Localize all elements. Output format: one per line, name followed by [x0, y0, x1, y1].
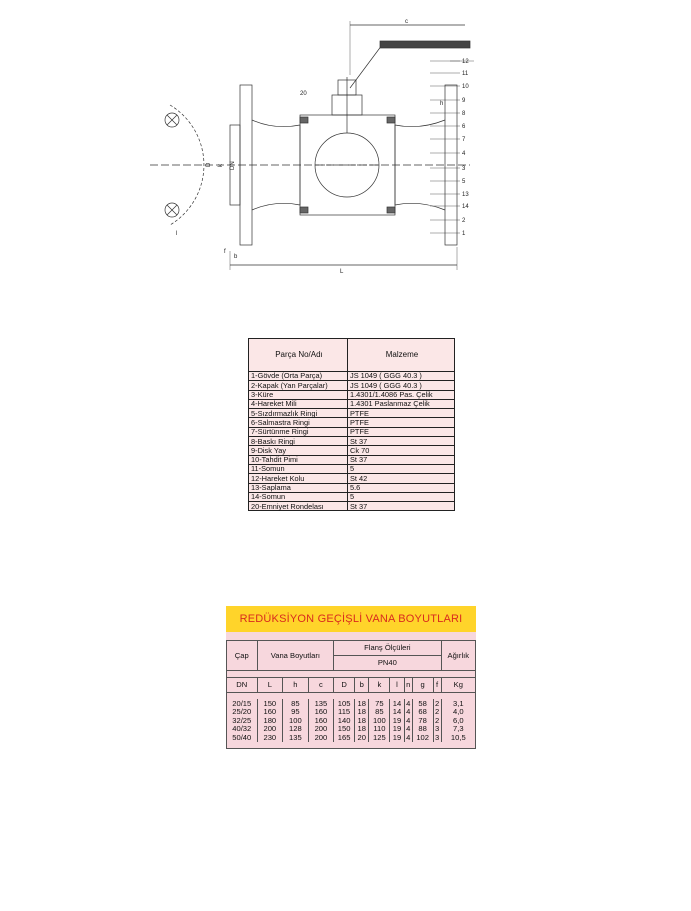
dimension-cell: 78: [412, 716, 433, 725]
dimension-cell: 19: [390, 725, 404, 734]
dimension-cell: 140: [334, 716, 355, 725]
dim-D-label: D: [206, 162, 212, 167]
parts-header-material: Malzeme: [348, 339, 455, 372]
part-name: 7-Sürtünme Ringi: [249, 427, 348, 436]
dimension-cell: 4,0: [441, 708, 475, 717]
dimension-cell: 18: [355, 725, 369, 734]
part-material: JS 1049 ( GGG 40.3 ): [348, 381, 455, 390]
dimension-cell: 32/25: [227, 716, 258, 725]
dimension-cell: 200: [308, 725, 334, 734]
unit-header: f: [433, 678, 441, 693]
dimension-cell: 4: [406, 707, 411, 717]
part-name: 2-Kapak (Yan Parçalar): [249, 381, 348, 390]
dimension-cell: 230: [257, 733, 283, 742]
dimension-cell: 18: [355, 716, 369, 725]
dimension-cell: 58: [412, 699, 433, 708]
callout-8: 8: [462, 111, 466, 117]
callout-6: 6: [462, 124, 466, 130]
dimension-cell: 4: [406, 732, 411, 742]
dimension-cell: 165: [334, 733, 355, 742]
dim-k-label: k: [218, 164, 224, 167]
part-material: 1.4301 Paslanmaz Çelik: [348, 399, 455, 408]
part-material: PTFE: [348, 427, 455, 436]
dimension-cell: 105: [334, 699, 355, 708]
dimension-cell: 160: [308, 716, 334, 725]
dimension-cell: 102: [412, 733, 433, 742]
dimension-cell: 2: [434, 707, 440, 717]
dim-b-label: b: [234, 254, 238, 260]
callout-5: 5: [462, 179, 466, 185]
dimension-cell: 135: [308, 699, 334, 708]
parts-row: [249, 437, 455, 446]
dimension-cell: 100: [369, 716, 390, 725]
callout-13: 13: [462, 192, 469, 198]
dimension-cell: 14: [390, 708, 404, 717]
dimension-cell: 6,0: [441, 716, 475, 725]
callout-10: 10: [462, 84, 469, 90]
parts-row: [249, 427, 455, 436]
handle-grip: [380, 41, 470, 48]
parts-row: [249, 483, 455, 492]
dimension-cell: 115: [334, 708, 355, 717]
unit-header: L: [257, 678, 283, 693]
col-flans-olculeri: Flanş Ölçüleri: [334, 641, 441, 656]
dimension-cell: 160: [308, 708, 334, 717]
unit-header: g: [412, 678, 433, 693]
dimension-cell: 85: [369, 708, 390, 717]
callout-11: 11: [462, 71, 469, 77]
parts-row: [249, 474, 455, 483]
dimension-cell: 20/15: [227, 699, 258, 708]
unit-header: h: [283, 678, 309, 693]
dimension-cell: 2: [434, 698, 440, 708]
callout-4: 4: [462, 151, 466, 157]
part-material: St 37: [348, 437, 455, 446]
part-name: 14-Somun: [249, 492, 348, 501]
callout-20: 20: [300, 91, 307, 97]
dim-f-label: f: [224, 249, 226, 255]
unit-header: Kg: [441, 678, 475, 693]
dimension-cell: 10,5: [441, 733, 475, 742]
dimension-cell: 4: [406, 724, 411, 734]
part-name: 3-Küre: [249, 390, 348, 399]
dimension-cell: 18: [355, 699, 369, 708]
dimension-cell: 85: [283, 699, 309, 708]
dimension-cell: 18: [355, 708, 369, 717]
part-name: 10-Tahdit Pimi: [249, 455, 348, 464]
callout-2: 2: [462, 218, 466, 224]
dimension-cell: 4: [406, 715, 411, 725]
dimensions-table-block: [226, 606, 476, 749]
part-name: 20-Emniyet Rondelası: [249, 502, 348, 511]
col-pn40: PN40: [334, 656, 441, 671]
callout-1: 1: [462, 231, 466, 237]
dimension-cell: 25/20: [227, 708, 258, 717]
parts-row: [249, 455, 455, 464]
col-vana-boyutlari: Vana Boyutları: [257, 641, 334, 671]
dimension-cell: 14: [390, 699, 404, 708]
unit-header: b: [355, 678, 369, 693]
dim-c-label: c: [405, 19, 408, 25]
dimension-cell: 3: [434, 732, 440, 742]
dimension-row: [227, 733, 476, 742]
part-material: 5: [348, 492, 455, 501]
callout-9: 9: [462, 98, 466, 104]
dimension-cell: 75: [369, 699, 390, 708]
part-material: PTFE: [348, 418, 455, 427]
dimension-cell: 7,3: [441, 725, 475, 734]
dimension-cell: 110: [369, 725, 390, 734]
parts-row: [249, 502, 455, 511]
part-name: 11-Somun: [249, 464, 348, 473]
part-name: 13-Saplama: [249, 483, 348, 492]
dimension-cell: 180: [257, 716, 283, 725]
dimension-cell: 125: [369, 733, 390, 742]
callout-7: 7: [462, 137, 466, 143]
part-material: PTFE: [348, 409, 455, 418]
part-material: St 42: [348, 474, 455, 483]
dimension-cell: 150: [334, 725, 355, 734]
part-material: St 37: [348, 502, 455, 511]
parts-row: [249, 399, 455, 408]
parts-row: [249, 464, 455, 473]
part-material: 5: [348, 464, 455, 473]
dimension-cell: 19: [390, 716, 404, 725]
dim-l-label: l: [176, 231, 178, 237]
dimension-cell: 40/32: [227, 725, 258, 734]
callout-14: 14: [462, 204, 469, 210]
dimension-cell: 150: [257, 699, 283, 708]
dimension-cell: 19: [390, 733, 404, 742]
unit-header: DN: [227, 678, 258, 693]
dimension-cell: 4: [406, 698, 411, 708]
callout-numbers: [430, 59, 469, 237]
dimension-cell: 200: [257, 725, 283, 734]
dimension-cell: 100: [283, 716, 309, 725]
dimensions-title: REDÜKSİYON GEÇİŞLİ VANA BOYUTLARI: [226, 606, 476, 632]
unit-header: k: [369, 678, 390, 693]
dimension-cell: 128: [283, 725, 309, 734]
dimension-cell: 3: [434, 724, 440, 734]
unit-header: l: [390, 678, 404, 693]
parts-row: [249, 372, 455, 381]
part-material: St 37: [348, 455, 455, 464]
parts-row: [249, 390, 455, 399]
dimension-cell: 50/40: [227, 733, 258, 742]
part-name: 12-Hareket Kolu: [249, 474, 348, 483]
part-name: 8-Baskı Ringi: [249, 437, 348, 446]
unit-header: c: [308, 678, 334, 693]
dimension-cell: 2: [434, 715, 440, 725]
part-name: 4-Hareket Mili: [249, 399, 348, 408]
dimension-cell: 3,1: [441, 699, 475, 708]
unit-header: D: [334, 678, 355, 693]
dimension-cell: 68: [412, 708, 433, 717]
dim-h-label: h: [440, 101, 444, 107]
callout-12: 12: [462, 59, 469, 65]
dimension-cell: 160: [257, 708, 283, 717]
parts-row: [249, 418, 455, 427]
dimension-cell: 95: [283, 708, 309, 717]
valve-technical-drawing: [150, 15, 480, 275]
part-material: JS 1049 ( GGG 40.3 ): [348, 372, 455, 381]
parts-row: [249, 492, 455, 501]
dim-DN-label: DN: [230, 161, 236, 170]
dimension-cell: 20: [355, 733, 369, 742]
parts-row: [249, 446, 455, 455]
part-material: 1.4301/1.4086 Pas. Çelik: [348, 390, 455, 399]
dimension-row: [227, 708, 476, 717]
parts-row: [249, 409, 455, 418]
part-name: 9-Disk Yay: [249, 446, 348, 455]
parts-row: [249, 381, 455, 390]
part-name: 6-Salmastra Ringi: [249, 418, 348, 427]
dimension-cell: 200: [308, 733, 334, 742]
dimension-cell: 88: [412, 725, 433, 734]
part-material: 5.6: [348, 483, 455, 492]
part-name: 5-Sızdırmazlık Ringi: [249, 409, 348, 418]
part-material: Ck 70: [348, 446, 455, 455]
part-name: 1-Gövde (Orta Parça): [249, 372, 348, 381]
dimensions-table: [226, 640, 476, 749]
unit-header: n: [404, 678, 412, 693]
col-cap: Çap: [227, 641, 258, 671]
dim-L-label: L: [340, 269, 344, 275]
parts-header-name: Parça No/Adı: [249, 339, 348, 372]
parts-table: [248, 338, 455, 511]
col-agirlik: Ağırlık: [441, 641, 475, 671]
callout-3: 3: [462, 166, 466, 172]
dimension-cell: 135: [283, 733, 309, 742]
